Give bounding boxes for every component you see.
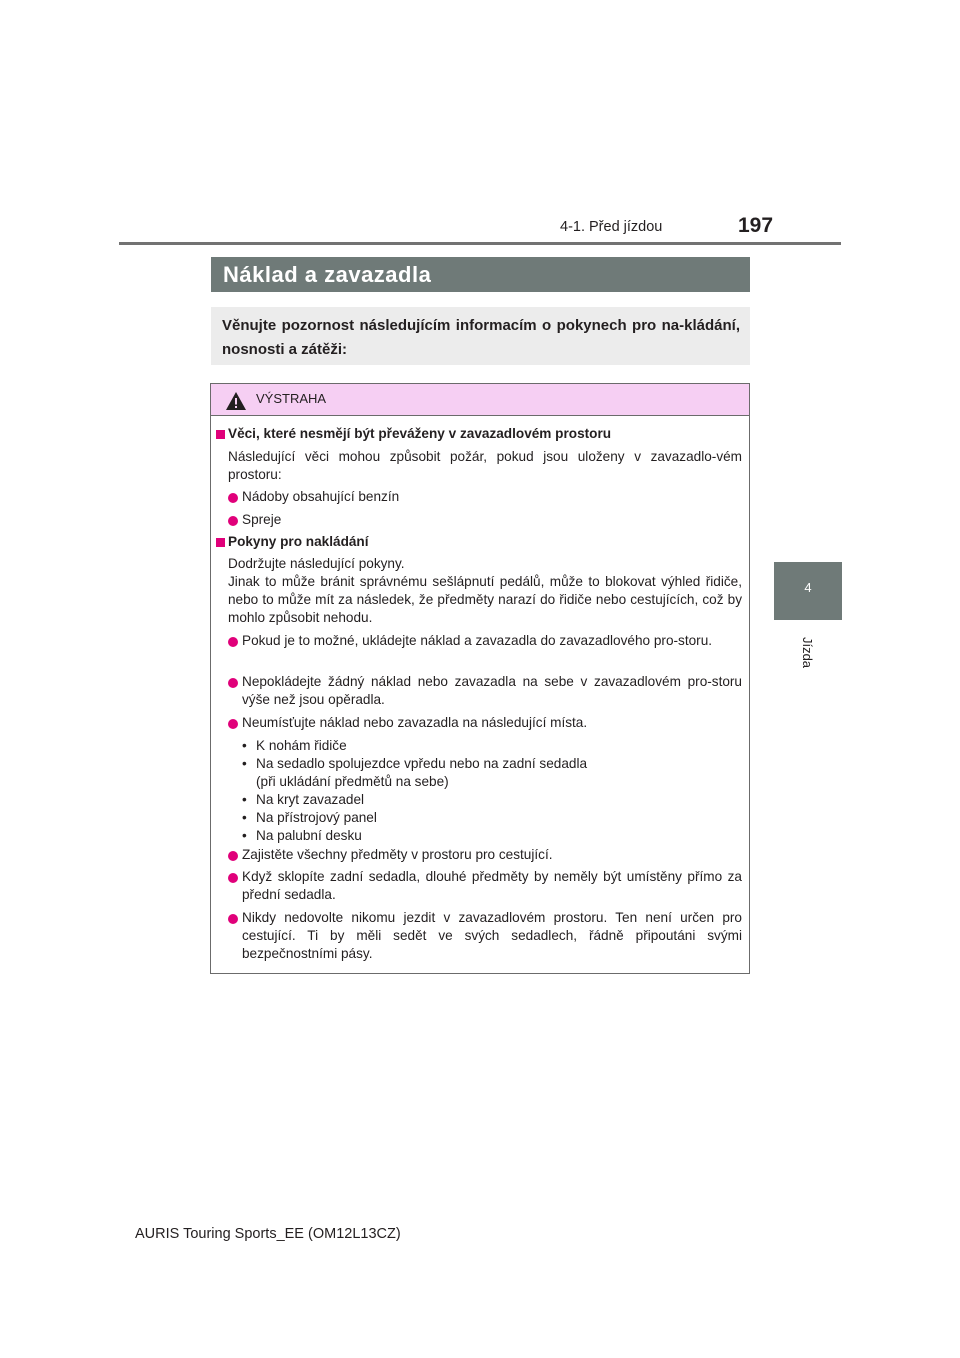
place-item (242, 827, 362, 845)
warning-subheading: Pokyny pro nakládání (228, 534, 369, 549)
warning-body (211, 416, 749, 973)
bullet-dot (228, 516, 238, 526)
chapter-label (784, 632, 832, 672)
place-item (242, 755, 587, 773)
warning-subheading: Věci, které nesmějí být převáženy v zavazadlovém prostoru (228, 426, 612, 441)
place-text: Na palubní desku (256, 828, 362, 843)
bullet-item: Když sklopíte zadní sedadla, dlouhé předměty by neměly být umístěny přímo za přední sedadla. (242, 869, 742, 902)
intro-text: Věnujte pozornost následujícím informacím o pokynech pro na-kládání, nosnosti a zátěži: (222, 317, 740, 358)
place-item (242, 737, 347, 755)
warning-header (211, 384, 749, 416)
section-marker (216, 430, 225, 439)
place-text: Na přístrojový panel (256, 810, 377, 825)
page-number: 197 (738, 214, 774, 237)
bullet-item: Nikdy nedovolte nikomu jezdit v zavazadlovém prostoru. Ten není určen pro cestující. Ti by měli sedět ve svých sedadlech, řádně připoutáni svými bezpečnostními pásy. (242, 910, 742, 961)
chapter-tab (774, 562, 842, 620)
warning-box (210, 383, 750, 974)
place-text: Na sedadlo spolujezdce vpředu nebo na zadní sedadla (256, 756, 588, 771)
chapter-label-text: Jízda (800, 636, 816, 668)
place-marker: • (242, 738, 247, 753)
section-heading: Náklad a zavazadla (223, 262, 432, 287)
place-marker: • (242, 756, 247, 771)
place-text: K nohám řidiče (256, 738, 347, 753)
bullet-dot (228, 678, 238, 688)
bullet-dot (228, 873, 238, 883)
warning-triangle-icon (225, 391, 247, 411)
section-heading-bar (211, 257, 750, 292)
bullet-item: Zajistěte všechny předměty v prostoru pro cestující. (242, 847, 553, 862)
intro-box (211, 307, 750, 365)
place-marker: • (242, 828, 247, 843)
bullet-dot (228, 493, 238, 503)
chapter-number: 4 (804, 580, 812, 595)
bullet-item: Nádoby obsahující benzín (242, 489, 400, 504)
place-text: Na kryt zavazadel (256, 792, 365, 807)
place-marker: • (242, 810, 247, 825)
footer-model: AURIS Touring Sports_EE (OM12L13CZ) (135, 1226, 401, 1242)
section-marker (216, 538, 225, 547)
bullet-dot (228, 914, 238, 924)
warning-paragraph: Jinak to může bránit správnému sešlápnutí pedálů, může to blokovat výhled řidiče, nebo to může mít za následek, že předměty narazí do řidiče nebo cestujících, což by mohlo způsobit nehodu. (228, 574, 742, 625)
place-marker: • (242, 792, 247, 807)
bullet-dot (228, 851, 238, 861)
place-item (242, 809, 377, 827)
bullet-dot (228, 637, 238, 647)
section-title: 4-1. Před jízdou (560, 219, 663, 235)
warning-paragraph: Dodržujte následující pokyny. (228, 556, 405, 571)
warning-paragraph: Následující věci mohou způsobit požár, pokud jsou uloženy v zavazadlo-vém prostoru: (228, 449, 742, 482)
bullet-dot (228, 719, 238, 729)
place-text-continued: (při ukládání předmětů na sebe) (256, 774, 449, 789)
warning-label: VÝSTRAHA (256, 391, 327, 406)
bullet-item: Pokud je to možné, ukládejte náklad a zavazadla do zavazadlového pro-storu. (242, 633, 713, 648)
place-item (242, 791, 364, 809)
bullet-item: Nepokládejte žádný náklad nebo zavazadla na sebe v zavazadlovém pro-storu výše než jsou opěradla. (242, 674, 742, 707)
header-rule (119, 242, 841, 245)
bullet-item: Neumísťujte náklad nebo zavazadla na následující místa. (242, 715, 588, 730)
bullet-item: Spreje (242, 512, 282, 527)
